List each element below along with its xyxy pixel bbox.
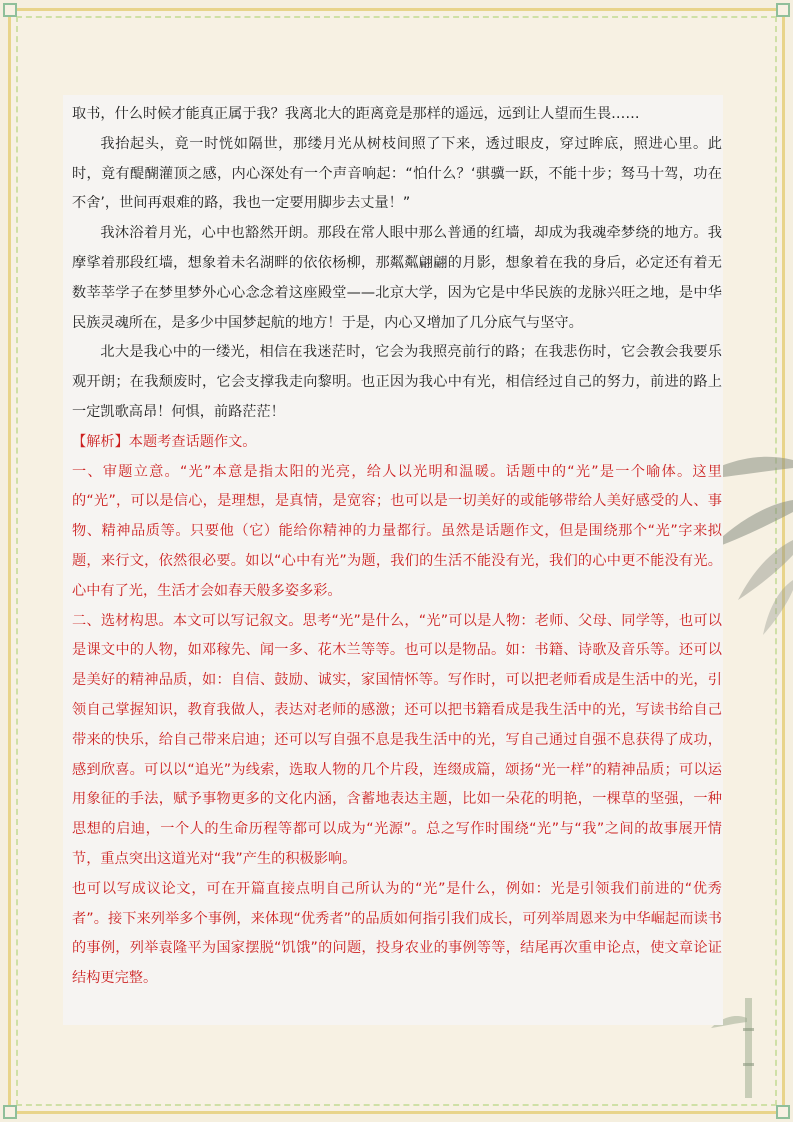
analysis-heading: 【解析】本题考查话题作文。 xyxy=(72,433,257,450)
corner-ornament xyxy=(3,1105,17,1119)
essay-paragraph-2: 我抬起头，竟一时恍如隔世，那缕月光从树枝间照了下来，透过眼皮，穿过眸底，照进心里。此时，竟有醍醐灌顶之感，内心深处有一个声音响起：“怕什么？‘骐骥一跃，不能十步；驽马十驾，功在不舍’，世间再艰难的路，我也一定要用脚步去丈量！” xyxy=(72,135,722,212)
corner-ornament xyxy=(3,3,17,17)
corner-ornament xyxy=(776,1105,790,1119)
essay-paragraph-1: 取书，什么时候才能真正属于我？我离北大的距离竟是那样的遥远，远到让人望而生畏…… xyxy=(72,106,640,122)
analysis-paragraph-3: 也可以写成议论文，可在开篇直接点明自己所认为的“光”是什么，例如：光是引领我们前进的“优秀者”。接下来列举多个事例，来体现“优秀者”的品质如何指引我们成长，可列举周恩来为中华崛起而读书的事例，列举袁隆平为国家摆脱“饥饿”的问题，投身农业的事例等等，结尾再次重申论点，使文章论证结构更完整。 xyxy=(72,880,722,987)
analysis-paragraph-1: 一、审题立意。“光”本意是指太阳的光亮，给人以光明和温暖。话题中的“光”是一个喻体。这里的“光”，可以是信心，是理想，是真情，是宽容；也可以是一切美好的或能够带给人美好感受的人、事物、精神品质等。只要他（它）能给你精神的力量都行。虽然是话题作文，但是围绕那个“光”字来拟题，来行文，依然很必要。如以“心中有光”为题，我们的生活不能没有光，我们的心中更不能没有光。心中有了光，生活才会如春天般多姿多彩。 xyxy=(72,463,722,599)
essay-paragraph-4: 北大是我心中的一缕光，相信在我迷茫时，它会为我照亮前行的路；在我悲伤时，它会教会我要乐观开朗；在我颓废时，它会支撑我走向黎明。也正因为我心中有光，相信经过自己的努力，前进的路上一定凯歌高昂！何惧，前路茫茫！ xyxy=(72,344,722,420)
corner-ornament xyxy=(776,3,790,17)
essay-paragraph-3: 我沐浴着月光，心中也豁然开朗。那段在常人眼中那么普通的红墙，却成为我魂牵梦绕的地方。我摩挲着那段红墙，想象着未名湖畔的依依杨柳，那粼粼翩翩的月影，想象着在我的身后，必定还有着无数莘莘学子在梦里梦外心心念念着这座殿堂——北京大学，因为它是中华民族的龙脉兴旺之地，是中华民族灵魂所在，是多少中国梦起航的地方！于是，内心又增加了几分底气与坚守。 xyxy=(72,225,722,331)
document-content xyxy=(72,100,722,994)
analysis-paragraph-2: 二、选材构思。本文可以写记叙文。思考“光”是什么，“光”可以是人物：老师、父母、同学等，也可以是课文中的人物，如邓稼先、闻一多、花木兰等等。也可以是物品。如：书籍、诗歌及音乐等。还可以是美好的精神品质，如：自信、鼓励、诚实，家国情怀等。写作时，可以把老师看成是生活中的光，引领自己掌握知识，教育我做人，表达对老师的感激；还可以把书籍看成是我生活中的光，写读书给自己带来的快乐，给自己带来启迪；还可以写自强不息是我生活中的光，写自己通过自强不息获得了成功，感到欣喜。可以以“追光”为线索，选取人物的几个片段，连缀成篇，颂扬“光一样”的精神品质；可以运用象征的手法，赋予事物更多的文化内涵，含蓄地表达主题，比如一朵花的明艳，一棵草的坚强，一种思想的启迪，一个人的生命历程等都可以成为“光源”。总之写作时围绕“光”与“我”之间的故事展开情节，重点突出这道光对“我”产生的积极影响。 xyxy=(72,612,722,867)
